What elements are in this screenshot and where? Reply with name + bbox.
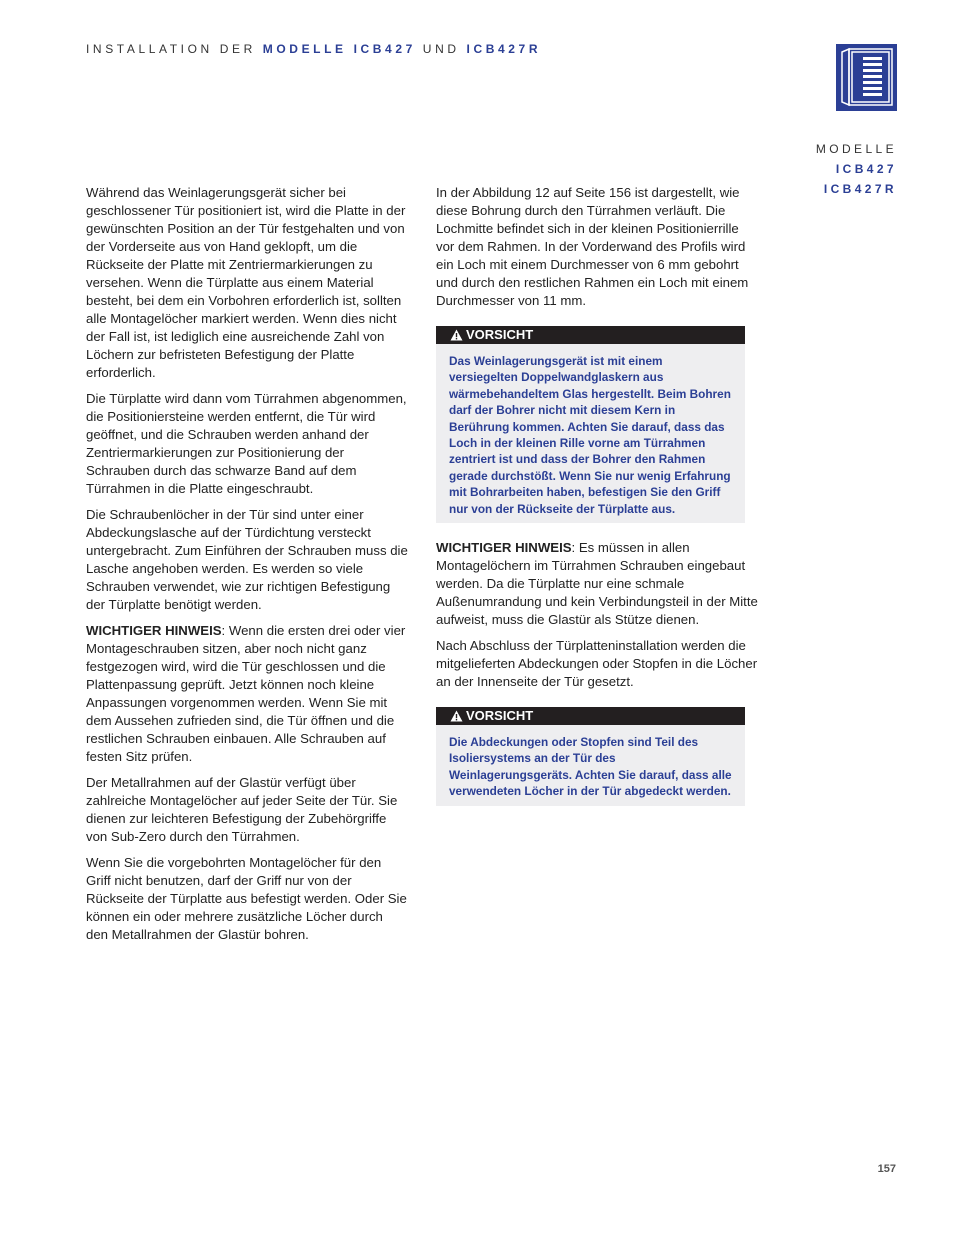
side-model-2: ICB427R — [823, 182, 897, 196]
caution-title: VORSICHT — [466, 327, 534, 342]
header-model2: ICB427R — [466, 42, 542, 56]
caution-bar — [436, 707, 745, 725]
side-models-label: MODELLE — [815, 142, 897, 156]
side-model-1: ICB427 — [835, 162, 897, 176]
header-model: MODELLE ICB427 — [262, 42, 416, 56]
paragraph: Die Schraubenlöcher in der Tür sind unter einer Abdeckungslasche auf der Türdichtung versteckt untergebracht. Zum Einführen der Schrauben muss die Lasche angehoben werden. Es werden so viele Schrauben verwendet, wie zur richtigen Befestigung der Türplatte benötigt werden. — [86, 507, 408, 612]
note-text: : Wenn die ersten drei oder vier Montageschrauben sitzen, aber noch nicht ganz festgezogen wird, wird die Tür geschlossen und die Plattenpassung geprüft. Jetzt können noch kleine Anpassungen vorgenommen werden. Wenn Sie mit dem Aussehen zufrieden sind, die Tür öffnen und die restlichen Schrauben einbauen. Alle Schrauben auf festen Sitz prüfen. — [86, 623, 406, 764]
paragraph: Der Metallrahmen auf der Glastür verfügt über zahlreiche Montagelöcher auf jeder Seite der Tür. Sie dienen zur leichteren Befestigung der Zubehörgriffe von Sub-Zero durch den Türrahmen. — [86, 775, 398, 844]
paragraph: Nach Abschluss der Türplatteninstallation werden die mitgelieferten Abdeckungen oder Stopfen in die Löcher an der Innenseite der Tür gesetzt. — [436, 638, 758, 690]
caution-box — [436, 326, 745, 523]
warning-triangle-icon — [450, 329, 463, 341]
wine-cabinet-icon — [836, 44, 897, 111]
header-prefix: INSTALLATION DER — [86, 42, 263, 56]
page-header — [86, 42, 541, 56]
note-label: WICHTIGER HINWEIS — [436, 540, 572, 556]
note-label: WICHTIGER HINWEIS — [86, 623, 222, 638]
caution-text: Die Abdeckungen oder Stopfen sind Teil des Isoliersystems an der Tür des Weinlagerungsgeräts. Achten Sie darauf, dass alle verwendeten Löcher in der Tür abgedeckt werden. — [449, 735, 732, 799]
paragraph: Die Türplatte wird dann vom Türrahmen abgenommen, die Positioniersteine werden entfernt, die Tür wird geöffnet, und die Schrauben werden anhand der Zentriermarkierungen zur Positionierung der Schrauben durch das schwarze Band auf dem Türrahmen in die Platte eingeschraubt. — [86, 391, 407, 496]
note-text: : Es müssen in allen Montagelöchern im Türrahmen Schrauben eingebaut werden. Da die Türplatte nur eine schmale Außenumrandung und kein Verbindungsteil in der Mitte aufweist, muss die Glastür als Stütze dienen. — [436, 540, 758, 628]
side-models — [816, 139, 897, 199]
header-conj: UND — [415, 42, 467, 56]
page-number: 157 — [877, 1163, 896, 1175]
caution-box — [436, 707, 745, 806]
caution-text: Das Weinlagerungsgerät ist mit einem versiegelten Doppelwandglaskern aus wärmebehandeltem Glas hergestellt. Beim Bohren darf der Bohrer nicht mit diesem Kern in Berührung kommen. Achten Sie darauf, dass das Loch in der kleinen Rille vorne am Türrahmen zentriert ist und dass der Bohrer den Rahmen gerade durchstößt. Wenn Sie nur wenig Erfahrung mit Bohrarbeiten haben, befestigen Sie den Griff nur von der Rückseite der Türplatte aus. — [449, 354, 731, 516]
caution-bar — [436, 326, 745, 344]
paragraph-note — [436, 539, 758, 629]
caution-title: VORSICHT — [466, 708, 534, 724]
paragraph-note — [86, 622, 408, 766]
paragraph: Wenn Sie die vorgebohrten Montagelöcher für den Griff nicht benutzen, darf der Griff nur von der Rückseite der Türplatte aus befestigt werden. Oder Sie können ein oder mehrere zusätzliche Löcher durch den Metallrahmen der Glastür bohren. — [86, 855, 407, 942]
paragraph: In der Abbildung 12 auf Seite 156 ist dargestellt, wie diese Bohrung durch den Türrahmen verläuft. Die Lochmitte befindet sich in der kleinen Positionierrille vor dem Rahmen. In der Vorderwand des Profils wird ein Loch mit einem Durchmesser von 6 mm gebohrt und durch den restlichen Rahmen ein Loch mit einem Durchmesser von 11 mm. — [436, 185, 749, 308]
paragraph: Während das Weinlagerungsgerät sicher bei geschlossener Tür positioniert ist, wird die Platte in der gewünschten Position an der Tür festgehalten und von der Vorderseite aus von Hand geklopft, um die Rückseite der Platte mit Zentriermarkierungen zu versehen. Wenn die Türplatte aus einem Material besteht, bei dem ein Vorbohren erforderlich ist, sollten alle Montagelöcher markiert werden. Wenn dies nicht der Fall ist, ist lediglich eine ausreichende Zahl von Löchern zur befristeten Befestigung der Platte erforderlich. — [86, 185, 406, 380]
warning-triangle-icon — [450, 710, 463, 722]
column-right — [436, 184, 758, 822]
column-left — [86, 184, 408, 952]
